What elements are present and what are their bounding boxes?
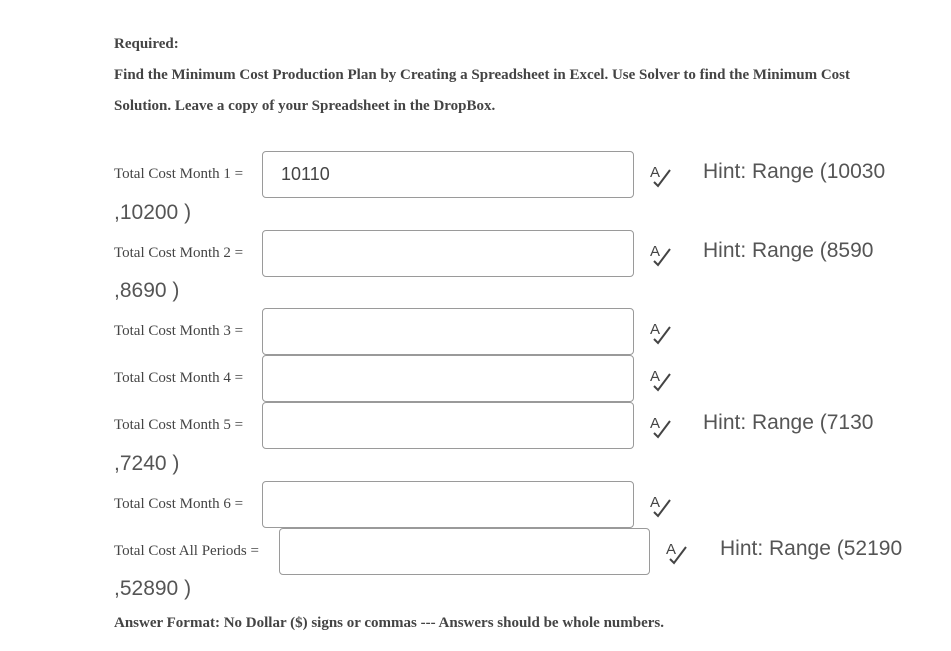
answer-format-note: Answer Format: No Dollar ($) signs or commas --- Answers should be whole numbers. xyxy=(114,615,664,631)
label-all-periods: Total Cost All Periods = xyxy=(114,543,259,559)
spellcheck-icon[interactable] xyxy=(664,539,690,565)
instruction-line-1: Find the Minimum Cost Production Plan by Creating a Spreadsheet in Excel. Use Solver to find the Minimum Cost xyxy=(114,67,850,83)
answer-input-month-6[interactable] xyxy=(262,481,634,528)
hint-cont-all-periods: ,52890 ) xyxy=(114,577,192,600)
answer-input-month-4[interactable] xyxy=(262,355,634,402)
hint-all-periods: Hint: Range (52190 xyxy=(720,537,903,560)
answer-input-all-periods[interactable] xyxy=(279,528,650,575)
hint-cont-month-2: ,8690 ) xyxy=(114,279,180,302)
spellcheck-icon[interactable] xyxy=(648,162,674,188)
svg-text:A: A xyxy=(666,541,677,558)
svg-text:A: A xyxy=(650,368,661,385)
answer-input-month-5[interactable] xyxy=(262,402,634,449)
svg-text:A: A xyxy=(650,243,661,260)
hint-cont-month-5: ,7240 ) xyxy=(114,452,180,475)
svg-text:A: A xyxy=(650,494,661,511)
label-month-4: Total Cost Month 4 = xyxy=(114,370,244,386)
hint-cont-month-1: ,10200 ) xyxy=(114,201,192,224)
spellcheck-icon[interactable] xyxy=(648,241,674,267)
spellcheck-icon[interactable] xyxy=(648,492,674,518)
spellcheck-icon[interactable] xyxy=(648,413,674,439)
answer-input-month-2[interactable] xyxy=(262,230,634,277)
answer-input-month-3[interactable] xyxy=(262,308,634,355)
instruction-line-2: Solution. Leave a copy of your Spreadsheet in the DropBox. xyxy=(114,98,496,114)
label-month-1: Total Cost Month 1 = xyxy=(114,166,244,182)
spellcheck-icon[interactable] xyxy=(648,366,674,392)
svg-text:A: A xyxy=(650,415,661,432)
answer-input-month-1[interactable]: 10110 xyxy=(262,151,634,198)
spellcheck-icon[interactable] xyxy=(648,319,674,345)
hint-month-1: Hint: Range (10030 xyxy=(703,160,886,183)
label-month-5: Total Cost Month 5 = xyxy=(114,417,244,433)
svg-text:A: A xyxy=(650,321,661,338)
svg-text:A: A xyxy=(650,164,661,181)
hint-month-5: Hint: Range (7130 xyxy=(703,411,874,434)
label-month-3: Total Cost Month 3 = xyxy=(114,323,244,339)
label-month-2: Total Cost Month 2 = xyxy=(114,245,244,261)
required-heading: Required: xyxy=(114,36,179,52)
hint-month-2: Hint: Range (8590 xyxy=(703,239,874,262)
label-month-6: Total Cost Month 6 = xyxy=(114,496,244,512)
